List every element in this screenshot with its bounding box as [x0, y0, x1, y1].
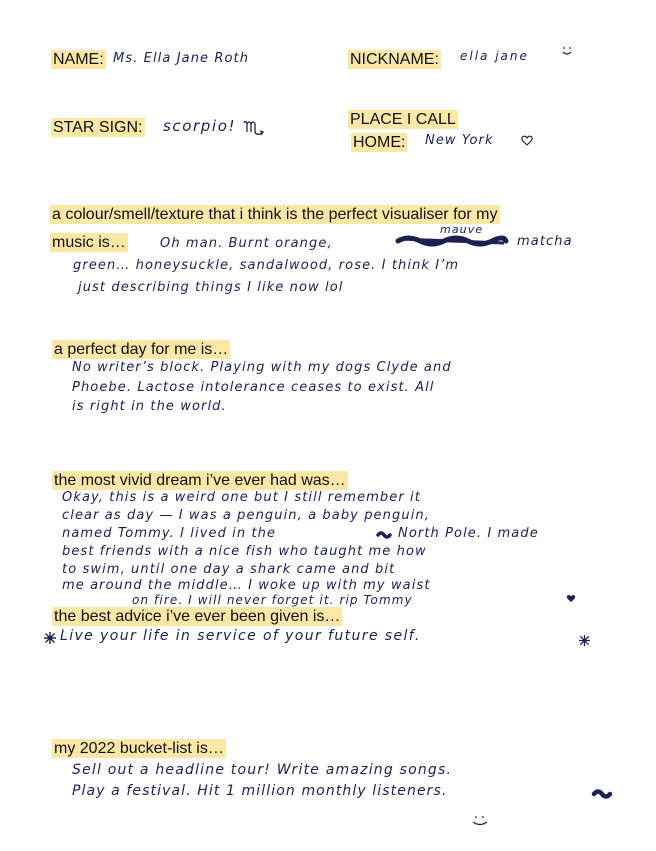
smiley-icon [560, 44, 574, 58]
colour-answer-mauve: mauve [440, 223, 484, 236]
dream-question: the most vivid dream i’ve ever had was… [54, 472, 346, 489]
colour-question-line1: a colour/smell/texture that i think is the perfect visualiser for my [52, 206, 498, 223]
colour-answer-line2: green… honeysuckle, sandalwood, rose. I think I’m [73, 258, 460, 273]
perfect-day-line1: No writer’s block. Playing with my dogs Clyde and [72, 360, 452, 375]
heart-icon [566, 594, 576, 603]
scribble-mark [396, 234, 508, 248]
advice-answer: Live your life in service of your future self. [60, 628, 421, 644]
colour-answer-line3: just describing things I like now lol [78, 280, 344, 295]
scorpio-sign-icon [243, 118, 269, 138]
star-sign-answer: scorpio! [163, 117, 237, 135]
dream-line1: Okay, this is a weird one but I still remember it [62, 490, 421, 505]
place-label-line1: PLACE I CALL [350, 111, 456, 128]
place-label-line2: HOME: [353, 134, 406, 151]
colour-question-line2: music is… [52, 234, 126, 251]
star-sign-label: STAR SIGN: [53, 119, 143, 136]
name-answer: Ms. Ella Jane Roth [113, 51, 250, 66]
nickname-label: NICKNAME: [350, 51, 439, 68]
dream-line3b: North Pole. I made [398, 526, 539, 541]
smiley-icon [470, 814, 490, 828]
dream-line4: best friends with a nice fish who taught me how [62, 544, 427, 559]
perfect-day-question: a perfect day for me is… [54, 341, 229, 358]
colour-answer-line1: Oh man. Burnt orange, [160, 236, 333, 251]
home-answer: New York [425, 133, 494, 148]
bucket-list-question: my 2022 bucket-list is… [54, 740, 224, 757]
star-icon [578, 634, 591, 647]
heart-icon [521, 135, 533, 146]
perfect-day-line2: Phoebe. Lactose intolerance ceases to exist. All [72, 380, 435, 395]
colour-answer-line1b: matcha [517, 234, 573, 249]
dream-line6: me around the middle… I woke up with my waist [62, 578, 431, 593]
dream-line5: to swim, until one day a shark came and bit [62, 562, 396, 577]
advice-question: the best advice i’ve ever been given is… [54, 608, 341, 625]
scribble-mark [376, 530, 394, 540]
star-icon [43, 631, 57, 645]
perfect-day-line3: is right in the world. [72, 399, 227, 414]
bucket-line1: Sell out a headline tour! Write amazing songs. [72, 762, 453, 778]
nickname-answer: ella jane [460, 49, 529, 63]
dream-line2: clear as day — I was a penguin, a baby penguin, [62, 508, 430, 523]
bucket-line2: Play a festival. Hit 1 million monthly listeners. [72, 783, 448, 799]
dream-line3: named Tommy. I lived in the [62, 526, 277, 541]
scribble-mark [592, 788, 614, 800]
name-label: NAME: [53, 51, 104, 68]
dream-line7: on fire. I will never forget it. rip Tommy [132, 593, 413, 607]
